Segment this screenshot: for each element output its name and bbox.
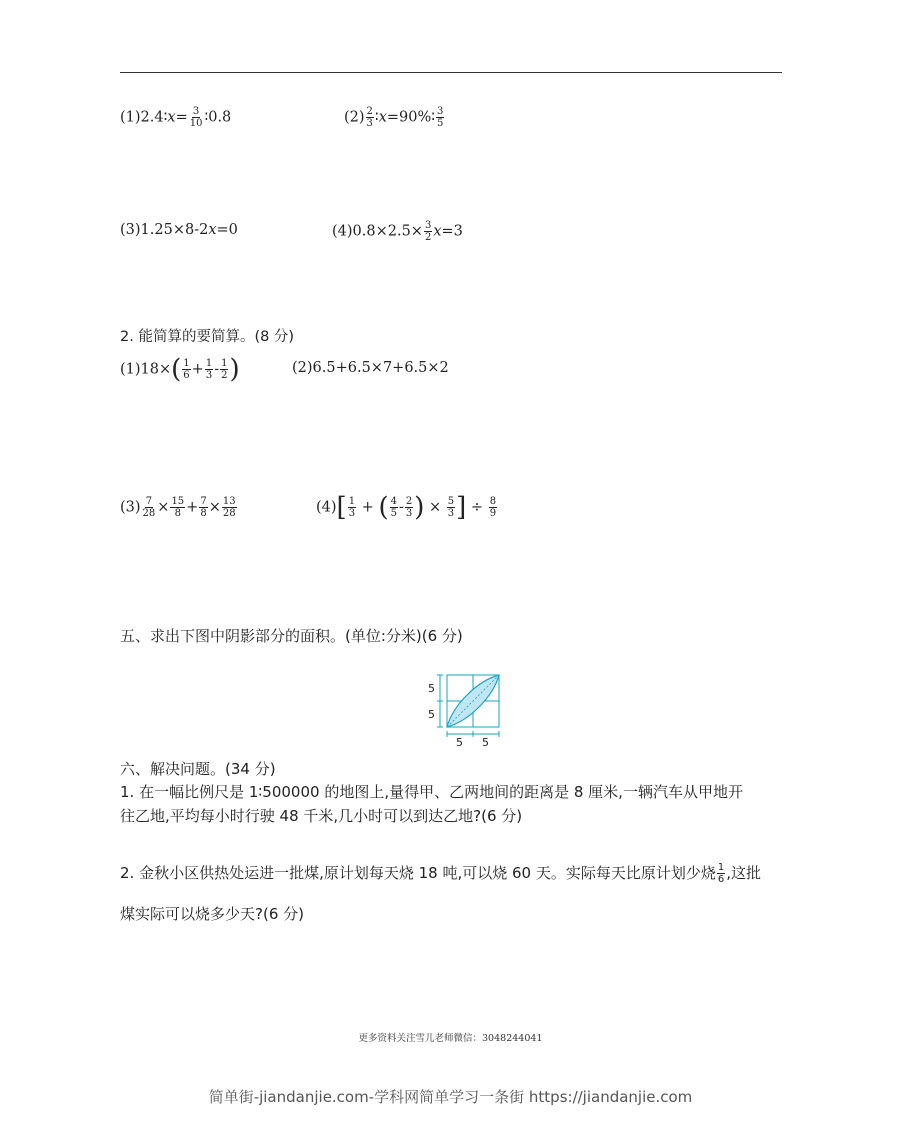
sq4-f3n: 2 — [405, 496, 413, 507]
footer-wechat-note: 更多资料关注雪儿老师微信：3048244041 — [358, 1033, 543, 1044]
eq2-num2: 3 — [437, 106, 444, 117]
q2-text-b: ,这批 — [726, 864, 762, 882]
shaded-area-figure — [426, 668, 506, 748]
sq1-f1n: 1 — [183, 358, 190, 369]
sq1-f3n: 1 — [221, 358, 228, 369]
sq4-f3 — [405, 496, 413, 519]
sq1-rparen: ) — [229, 354, 240, 385]
sq4-lbracket: [ — [336, 492, 347, 523]
equation-1 — [120, 106, 231, 129]
sq3-f1 — [142, 496, 157, 519]
sq4-rparen: ) — [414, 492, 425, 523]
sq3-plus: + — [186, 499, 199, 516]
eq1-den: 10 — [189, 118, 203, 129]
section5-heading: 五、求出下图中阴影部分的面积。(单位:分米)(6 分) — [120, 627, 463, 645]
section6-q2-line1 — [120, 862, 761, 885]
sq3-f4d: 28 — [222, 508, 236, 519]
sq3-f3d: 8 — [200, 508, 207, 519]
eq2-fraction-2 — [436, 106, 444, 129]
sq1-lparen: ( — [171, 354, 182, 385]
sq3-times1: × — [157, 499, 170, 516]
equation-2 — [344, 106, 445, 129]
section6-q1-line2: 往乙地,平均每小时行驶 48 千米,几小时可以到达乙地?(6 分) — [120, 807, 523, 825]
sq4-f3d: 3 — [405, 508, 413, 519]
eq4-tail: =3 — [441, 223, 463, 240]
top-rule — [120, 72, 782, 73]
simplify-q1 — [120, 354, 240, 385]
eq2-var: x — [378, 109, 387, 126]
sq1-label: (1)18× — [120, 361, 172, 378]
sq3-f1n: 7 — [145, 496, 153, 507]
section6-q1-line1: 1. 在一幅比例尺是 1∶500000 的地图上,量得甲、乙两地间的距离是 8 厘米,一辆汽车从甲地开 — [120, 783, 743, 801]
label-top: 5 — [428, 682, 435, 695]
sq4-f4n: 5 — [447, 496, 455, 507]
sq4-rbracket: ] — [456, 492, 467, 523]
footer-site-banner: 简单街-jiandanjie.com-学科网简单学习一条街 https://jiandanjie.com — [208, 1088, 693, 1106]
sq3-f4 — [222, 496, 237, 519]
simplify-q4 — [316, 492, 498, 523]
sq1-f1d: 6 — [183, 370, 190, 381]
eq1-var: x — [167, 109, 176, 126]
sq4-f1 — [348, 496, 356, 519]
sq4-minus: - — [398, 499, 404, 516]
eq4-label: (4)0.8×2.5× — [332, 223, 423, 240]
eq4-var: x — [433, 223, 442, 240]
sq1-f1 — [182, 358, 190, 381]
sq3-f4n: 13 — [222, 496, 236, 507]
sq3-f3 — [199, 496, 207, 519]
eq2-den2: 5 — [437, 118, 444, 129]
equation-4 — [332, 220, 463, 243]
sq4-f5n: 8 — [489, 496, 497, 507]
sq4-lparen: ( — [378, 492, 389, 523]
sq3-f2d: 8 — [174, 508, 181, 519]
sq4-f1d: 3 — [348, 508, 356, 519]
q2-fraction — [717, 862, 725, 885]
section6-heading: 六、解决问题。(34 分) — [120, 760, 276, 778]
sq3-label: (3) — [120, 499, 141, 516]
label-mid: 5 — [428, 708, 435, 721]
sq4-f4d: 3 — [447, 508, 455, 519]
section6-q2-line2: 煤实际可以烧多少天?(6 分) — [120, 905, 304, 923]
sq1-f2 — [205, 358, 213, 381]
eq2-den: 3 — [366, 118, 373, 129]
eq2-mid: =90%∶ — [386, 109, 436, 126]
eq2-num: 2 — [366, 106, 373, 117]
sq1-f3 — [220, 358, 228, 381]
q2-den: 6 — [717, 874, 725, 885]
sq4-f2d: 5 — [390, 508, 397, 519]
equation-3 — [120, 220, 238, 240]
sq1-plus: + — [191, 361, 204, 378]
sq4-times: × — [424, 499, 446, 516]
sq1-minus: - — [214, 361, 220, 378]
eq1-fraction — [189, 106, 204, 129]
sq4-label: (4) — [316, 499, 337, 516]
eq3-label: (3)1.25×8-2 — [120, 222, 209, 238]
eq2-fraction — [366, 106, 374, 129]
sq3-f2 — [170, 496, 185, 519]
sq1-f2d: 3 — [205, 370, 213, 381]
simplify-q2: (2)6.5+6.5×7+6.5×2 — [292, 360, 449, 376]
eq2-colon: ∶ — [374, 109, 379, 126]
sq3-f3n: 7 — [200, 496, 207, 507]
sq1-f2n: 1 — [205, 358, 213, 369]
q2-text-a: 2. 金秋小区供热处运进一批煤,原计划每天烧 18 吨,可以烧 60 天。实际每天比原计划少烧 — [120, 864, 716, 882]
q2-num: 1 — [717, 862, 725, 873]
sq4-f2n: 4 — [390, 496, 397, 507]
eq1-label: (1)2.4∶ — [120, 109, 168, 126]
sq4-f4 — [447, 496, 455, 519]
sq3-f2n: 15 — [171, 496, 185, 507]
eq3-tail: =0 — [216, 222, 238, 238]
sq4-plus: + — [357, 499, 379, 516]
eq3-var: x — [208, 222, 217, 238]
sq4-f2 — [390, 496, 398, 519]
eq4-den: 2 — [424, 232, 432, 243]
label-bottom-2: 5 — [482, 736, 489, 748]
label-bottom-1: 5 — [456, 736, 463, 748]
eq1-eq: = — [175, 109, 188, 126]
sq4-f1n: 1 — [348, 496, 356, 507]
sq3-times2: × — [208, 499, 221, 516]
simplify-q3 — [120, 496, 238, 519]
sq3-f1d: 28 — [142, 508, 156, 519]
simplify-heading: 2. 能简算的要简算。(8 分) — [120, 329, 295, 345]
sq4-div: ÷ — [466, 499, 488, 516]
eq4-fraction — [424, 220, 432, 243]
eq1-tail: ∶0.8 — [204, 109, 232, 126]
eq4-num: 3 — [424, 220, 432, 231]
eq2-label: (2) — [344, 109, 365, 126]
sq1-f3d: 2 — [221, 370, 228, 381]
eq1-num: 3 — [192, 106, 200, 117]
sq4-f5 — [489, 496, 497, 519]
sq4-f5d: 9 — [489, 508, 497, 519]
